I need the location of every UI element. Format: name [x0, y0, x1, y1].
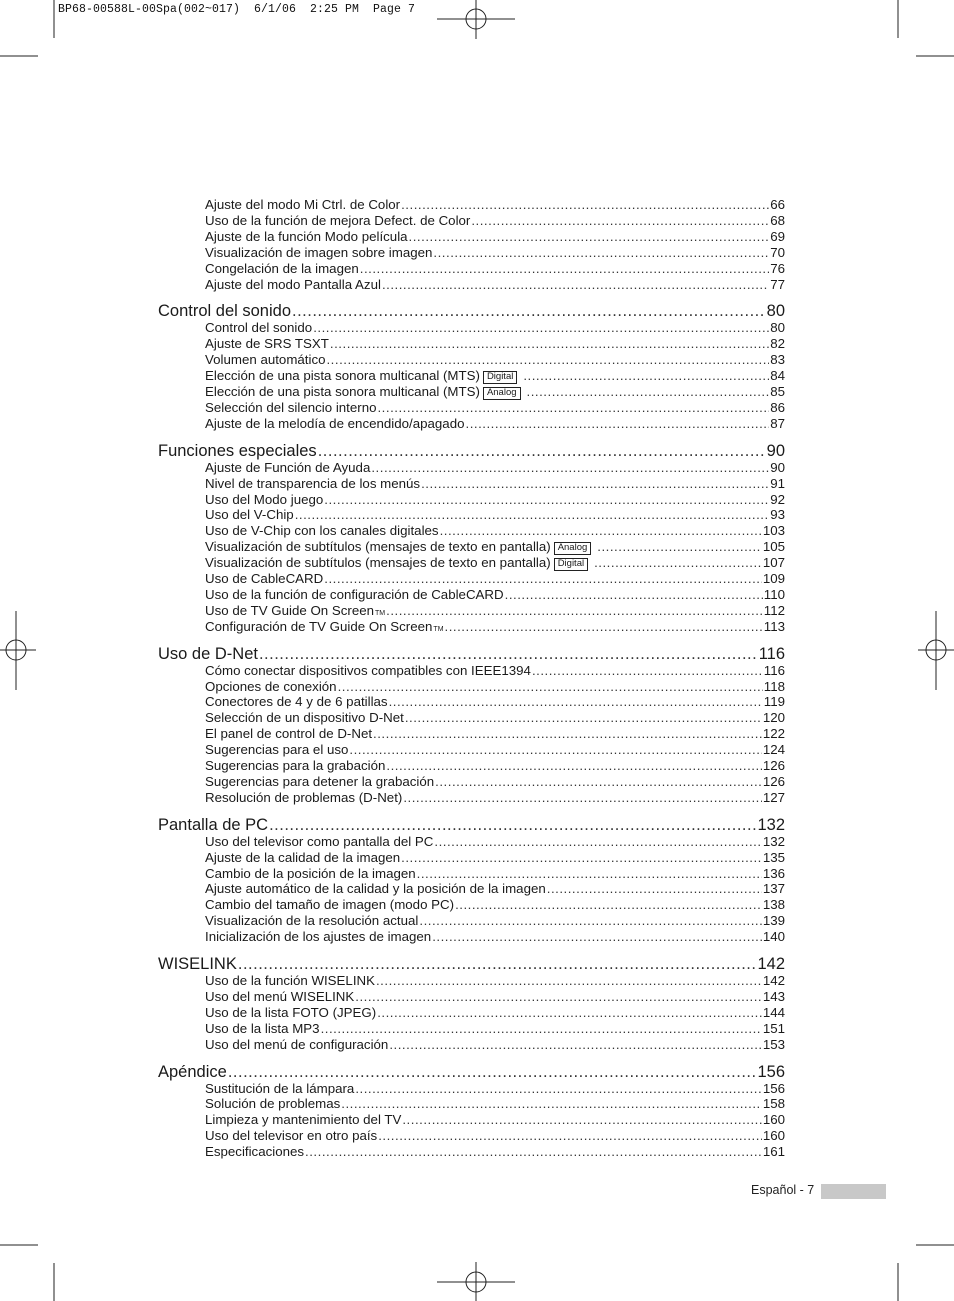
dot-leader	[320, 1021, 762, 1037]
toc-page-number: 105	[762, 539, 785, 555]
toc-page-number: 91	[770, 475, 785, 491]
dot-leader	[337, 679, 763, 695]
toc-entry	[205, 1081, 785, 1097]
toc-entry-title: Cómo conectar dispositivos compatibles con IEEE1394	[205, 662, 531, 678]
toc-entry	[205, 571, 785, 587]
footer-gray-bar	[821, 1184, 886, 1199]
toc-entry-title: Uso de la lista FOTO (JPEG)	[205, 1004, 377, 1020]
dot-leader	[376, 1005, 762, 1021]
dot-leader	[400, 850, 762, 866]
toc-page-number: 80	[766, 302, 785, 321]
toc-page-number: 103	[762, 523, 785, 539]
toc-entry-title: Limpieza y mantenimiento del TV	[205, 1112, 402, 1128]
toc-entry	[205, 523, 785, 539]
toc-entry	[205, 384, 785, 400]
toc-entry	[205, 197, 785, 213]
toc-entry	[205, 476, 785, 492]
toc-entry-title: Solución de problemas	[205, 1096, 341, 1112]
dot-leader	[294, 507, 770, 523]
toc-page-number: 142	[762, 973, 785, 988]
toc-entry-title: El panel de control de D-Net	[205, 726, 373, 742]
toc-page-number: 160	[762, 1128, 785, 1144]
toc-page-number: 126	[762, 773, 785, 789]
toc-entry	[205, 368, 785, 384]
toc-entry	[205, 587, 785, 603]
toc-page-number: 140	[762, 929, 785, 945]
toc-entry	[205, 710, 785, 726]
toc-page-number: 84	[770, 368, 785, 384]
toc-entry-title: Selección de un dispositivo D-Net	[205, 710, 404, 726]
dot-leader	[323, 492, 769, 508]
dot-leader	[504, 587, 763, 603]
page-number-label: Español - 7	[751, 1183, 815, 1197]
toc-entry-title: Sugerencias para el uso	[205, 742, 349, 758]
dot-leader	[433, 834, 761, 850]
dot-leader	[377, 1128, 762, 1144]
toc-entry	[205, 1021, 785, 1037]
toc-entry	[205, 989, 785, 1005]
toc-entry-title: Elección de una pista sonora multicanal (MTS)	[205, 384, 480, 399]
dot-leader	[432, 245, 769, 261]
toc-page-number: 160	[762, 1112, 785, 1128]
toc-entry	[205, 913, 785, 929]
toc-entry-title: Visualización de subtítulos (mensajes de texto en pantalla)	[205, 539, 551, 555]
toc-entry	[205, 460, 785, 476]
toc-page-number: 151	[762, 1020, 785, 1036]
dot-leader	[372, 726, 762, 742]
toc-entry-title: Conectores de 4 y de 6 patillas	[205, 694, 388, 710]
toc-page-number: 90	[770, 459, 785, 475]
toc-entry-title: Configuración de TV Guide On Screen	[205, 618, 433, 634]
toc-page-number: 136	[762, 865, 785, 881]
toc-page-number: 135	[762, 849, 785, 865]
dot-leader	[388, 1037, 761, 1053]
dot-leader	[317, 441, 766, 461]
toc-page-number: 143	[762, 988, 785, 1004]
toc-section-heading	[158, 1062, 785, 1082]
toc-entry-title: Uso de V-Chip con los canales digitales	[205, 523, 439, 539]
toc-page-number: 93	[770, 507, 785, 523]
dot-leader	[312, 320, 769, 336]
toc-page-number: 109	[762, 571, 785, 586]
toc-entry-title: Uso de CableCARD	[205, 571, 324, 586]
toc-entry-title: Uso de la lista MP3	[205, 1020, 320, 1036]
toc-entry	[205, 1128, 785, 1144]
dot-leader	[596, 539, 762, 555]
toc-entry-title: Ajuste de la melodía de encendido/apagado	[205, 415, 465, 431]
toc-entry	[205, 229, 785, 245]
toc-entry	[205, 834, 785, 850]
dot-leader	[325, 352, 769, 368]
toc-page-number: 142	[757, 955, 785, 973]
dot-leader	[408, 229, 770, 245]
toc-entry-title: Uso de D-Net	[158, 644, 258, 663]
toc-page-number: 119	[763, 694, 785, 710]
toc-entry-title: Uso del televisor como pantalla del PC	[205, 833, 434, 849]
toc-entry-title: Volumen automático	[205, 352, 326, 368]
toc-entry-title: Inicialización de los ajustes de imagen	[205, 929, 432, 945]
toc-page-number: 138	[762, 897, 785, 913]
toc-entry-title: Uso del menú WISELINK	[205, 988, 355, 1004]
toc-entry: Configuración de TV Guide On Screen TM ..... 113	[205, 619, 785, 635]
toc-entry-title: Uso de la función de configuración de CableCARD	[205, 586, 504, 602]
toc-page-number: 68	[770, 212, 785, 228]
dot-leader	[291, 301, 766, 321]
dot-leader	[376, 400, 769, 416]
dot-leader	[354, 989, 762, 1005]
toc-page-number: 161	[762, 1144, 785, 1160]
signal-type-badge: Analog	[483, 387, 521, 400]
toc-entry	[205, 897, 785, 913]
toc-page-number: 87	[770, 415, 785, 431]
toc-entry	[205, 1144, 785, 1160]
toc-entry	[205, 1005, 785, 1021]
toc-page-number: 132	[762, 833, 785, 849]
toc-entry-title: Elección de una pista sonora multicanal (MTS)	[205, 368, 480, 384]
toc-entry-title: Sustitución de la lámpara	[205, 1080, 355, 1096]
toc-page-number: 69	[770, 228, 785, 244]
toc-page-number: 76	[770, 260, 785, 276]
signal-type-badge: Digital	[483, 371, 517, 384]
dot-leader	[370, 460, 769, 476]
toc-entry-title: Cambio de la posición de la imagen	[205, 865, 416, 881]
toc-page-number: 77	[770, 276, 785, 292]
toc-page-number: 112	[763, 602, 785, 618]
toc-page-number: 158	[762, 1096, 785, 1112]
toc-entry	[205, 850, 785, 866]
toc-entry	[205, 245, 785, 261]
toc-page-number: 83	[770, 352, 785, 368]
toc-entry-title: Uso de la función WISELINK	[205, 973, 375, 988]
dot-leader	[404, 710, 762, 726]
toc-page-number: 85	[770, 384, 785, 399]
toc-entry-title: Especificaciones	[205, 1144, 305, 1160]
dot-leader	[227, 1062, 757, 1082]
dot-leader	[431, 929, 762, 945]
dot-leader	[531, 663, 763, 679]
toc-entry	[205, 694, 785, 710]
dot-leader	[418, 913, 761, 929]
toc-entry-title: Sugerencias para detener la grabación	[205, 773, 435, 789]
dot-leader	[340, 1096, 762, 1112]
dot-leader	[434, 774, 762, 790]
toc-entry-title: Sugerencias para la grabación	[205, 758, 386, 773]
dot-leader	[323, 571, 762, 587]
toc-entry	[205, 866, 785, 882]
toc-entry	[205, 416, 785, 432]
dot-leader	[385, 603, 763, 619]
dot-leader	[522, 368, 769, 384]
dot-leader	[329, 336, 769, 352]
dot-leader	[416, 866, 762, 882]
toc-entry	[205, 277, 785, 293]
toc-section-heading	[158, 301, 785, 321]
dot-leader	[375, 973, 762, 989]
toc-entry-title: Visualización de la resolución actual	[205, 913, 419, 929]
toc-entry	[205, 881, 785, 897]
toc-section-heading	[158, 644, 785, 664]
dot-leader	[359, 261, 769, 277]
dot-leader	[400, 197, 769, 213]
toc-entry	[205, 726, 785, 742]
toc-entry	[205, 1112, 785, 1128]
toc-page-number: 126	[762, 758, 785, 773]
dot-leader	[439, 523, 762, 539]
toc-page-number: 86	[770, 399, 785, 415]
toc-entry-title: Resolución de problemas (D-Net)	[205, 789, 403, 805]
toc-entry-title: Control del sonido	[205, 320, 313, 336]
toc-page-number: 66	[770, 197, 785, 212]
toc-entry-title: Congelación de la imagen	[205, 260, 359, 276]
dot-leader	[526, 384, 770, 400]
dot-leader	[304, 1144, 762, 1160]
dot-leader	[546, 881, 762, 897]
toc-page-number: 107	[762, 555, 785, 571]
toc-entry	[205, 539, 785, 555]
toc-entry	[205, 758, 785, 774]
toc-entry-title: Ajuste automático de la calidad y la posición de la imagen	[205, 881, 546, 897]
toc-page-number: 122	[762, 726, 785, 742]
toc-entry-title: Uso de la función de mejora Defect. de Color	[205, 212, 471, 228]
toc-entry-title: Ajuste del modo Pantalla Azul	[205, 276, 381, 292]
toc-entry-title: Uso del Modo juego	[205, 491, 324, 507]
toc-page-number: 110	[763, 586, 785, 602]
toc-entry	[205, 492, 785, 508]
dot-leader	[465, 416, 770, 432]
toc-entry	[205, 261, 785, 277]
signal-type-badge: Analog	[554, 542, 592, 555]
toc-entry	[205, 742, 785, 758]
toc-entry	[205, 973, 785, 989]
toc-entry	[205, 213, 785, 229]
toc-page-number: 113	[763, 618, 785, 634]
toc-page-number: 80	[770, 320, 785, 336]
toc-entry-title: Uso del menú de configuración	[205, 1036, 389, 1052]
toc-entry-title: Uso de TV Guide On Screen	[205, 602, 375, 618]
toc-section-heading	[158, 441, 785, 461]
toc-entry-title: Nivel de transparencia de los menús	[205, 475, 421, 491]
toc-entry-title: Funciones especiales	[158, 441, 317, 460]
dot-leader	[593, 555, 762, 571]
dot-leader	[385, 758, 761, 774]
dot-leader	[401, 1112, 761, 1128]
dot-leader	[444, 619, 763, 635]
dot-leader	[420, 476, 769, 492]
toc-page-number: 92	[770, 491, 785, 507]
dot-leader	[454, 897, 762, 913]
toc-entry-title: Control del sonido	[158, 302, 291, 321]
toc-entry-title: Ajuste de Función de Ayuda	[205, 459, 371, 475]
toc-entry-title: Cambio del tamaño de imagen (modo PC)	[205, 897, 455, 913]
toc-entry-title: Uso del V-Chip	[205, 507, 294, 523]
toc-section-heading	[158, 815, 785, 835]
toc-entry-title: Ajuste de SRS TSXT	[205, 336, 329, 352]
toc-page-number: 90	[766, 441, 785, 460]
dot-leader	[381, 277, 769, 293]
print-header-slug: BP68-00588L-00Spa(002~017) 6/1/06 2:25 PM Page 7	[58, 3, 416, 16]
toc-page-number: 156	[762, 1080, 785, 1096]
toc-page-number: 124	[762, 742, 785, 758]
toc-entry	[205, 929, 785, 945]
toc-page-number: 116	[758, 644, 785, 663]
toc-entry	[205, 790, 785, 806]
toc-entry: Uso de TV Guide On Screen TM ..... 112	[205, 603, 785, 619]
dot-leader	[388, 694, 763, 710]
dot-leader	[354, 1081, 762, 1097]
toc-entry	[205, 320, 785, 336]
toc-entry-title: Selección del silencio interno	[205, 399, 377, 415]
toc-entry	[205, 1037, 785, 1053]
toc-page-number: 118	[763, 678, 785, 694]
toc-page-number: 156	[757, 1062, 785, 1081]
signal-type-badge: Digital	[554, 558, 588, 571]
dot-leader	[237, 954, 757, 974]
dot-leader	[470, 213, 769, 229]
dot-leader	[258, 644, 758, 664]
toc-entry	[205, 1096, 785, 1112]
toc-entry-title: Ajuste del modo Mi Ctrl. de Color	[205, 197, 401, 212]
toc-entry	[205, 352, 785, 368]
toc-entry-title: Ajuste de la función Modo película	[205, 228, 408, 244]
toc-entry	[205, 555, 785, 571]
toc-page-number: 137	[762, 881, 785, 897]
toc-entry	[205, 774, 785, 790]
toc-entry-title: Uso del televisor en otro país	[205, 1128, 378, 1144]
toc-page-number: 132	[757, 815, 785, 834]
dot-leader	[348, 742, 761, 758]
toc-page-number: 116	[763, 662, 785, 678]
toc-entry-title: Opciones de conexión	[205, 678, 337, 694]
toc-entry	[205, 400, 785, 416]
toc-page-number: 82	[770, 336, 785, 352]
toc-entry	[205, 336, 785, 352]
toc-page-number: 139	[762, 913, 785, 929]
dot-leader	[402, 790, 761, 806]
toc-entry-title: Apéndice	[158, 1062, 227, 1081]
toc-entry-title: Pantalla de PC	[158, 815, 269, 834]
toc-entry-title: Ajuste de la calidad de la imagen	[205, 849, 401, 865]
toc-entry	[205, 507, 785, 523]
toc-page-number: 153	[762, 1036, 785, 1052]
toc-page-number: 144	[762, 1004, 785, 1020]
toc-entry-title: Visualización de subtítulos (mensajes de texto en pantalla)	[205, 555, 551, 571]
toc-entry-title: WISELINK	[158, 955, 237, 973]
dot-leader	[268, 815, 756, 835]
toc-page-number: 120	[762, 710, 785, 726]
toc-page-number: 127	[762, 789, 785, 805]
toc-entry	[205, 663, 785, 679]
toc-entry	[205, 679, 785, 695]
toc-page-number: 70	[770, 244, 785, 260]
toc-entry-title: Visualización de imagen sobre imagen	[205, 244, 433, 260]
toc-section-heading	[158, 954, 785, 974]
